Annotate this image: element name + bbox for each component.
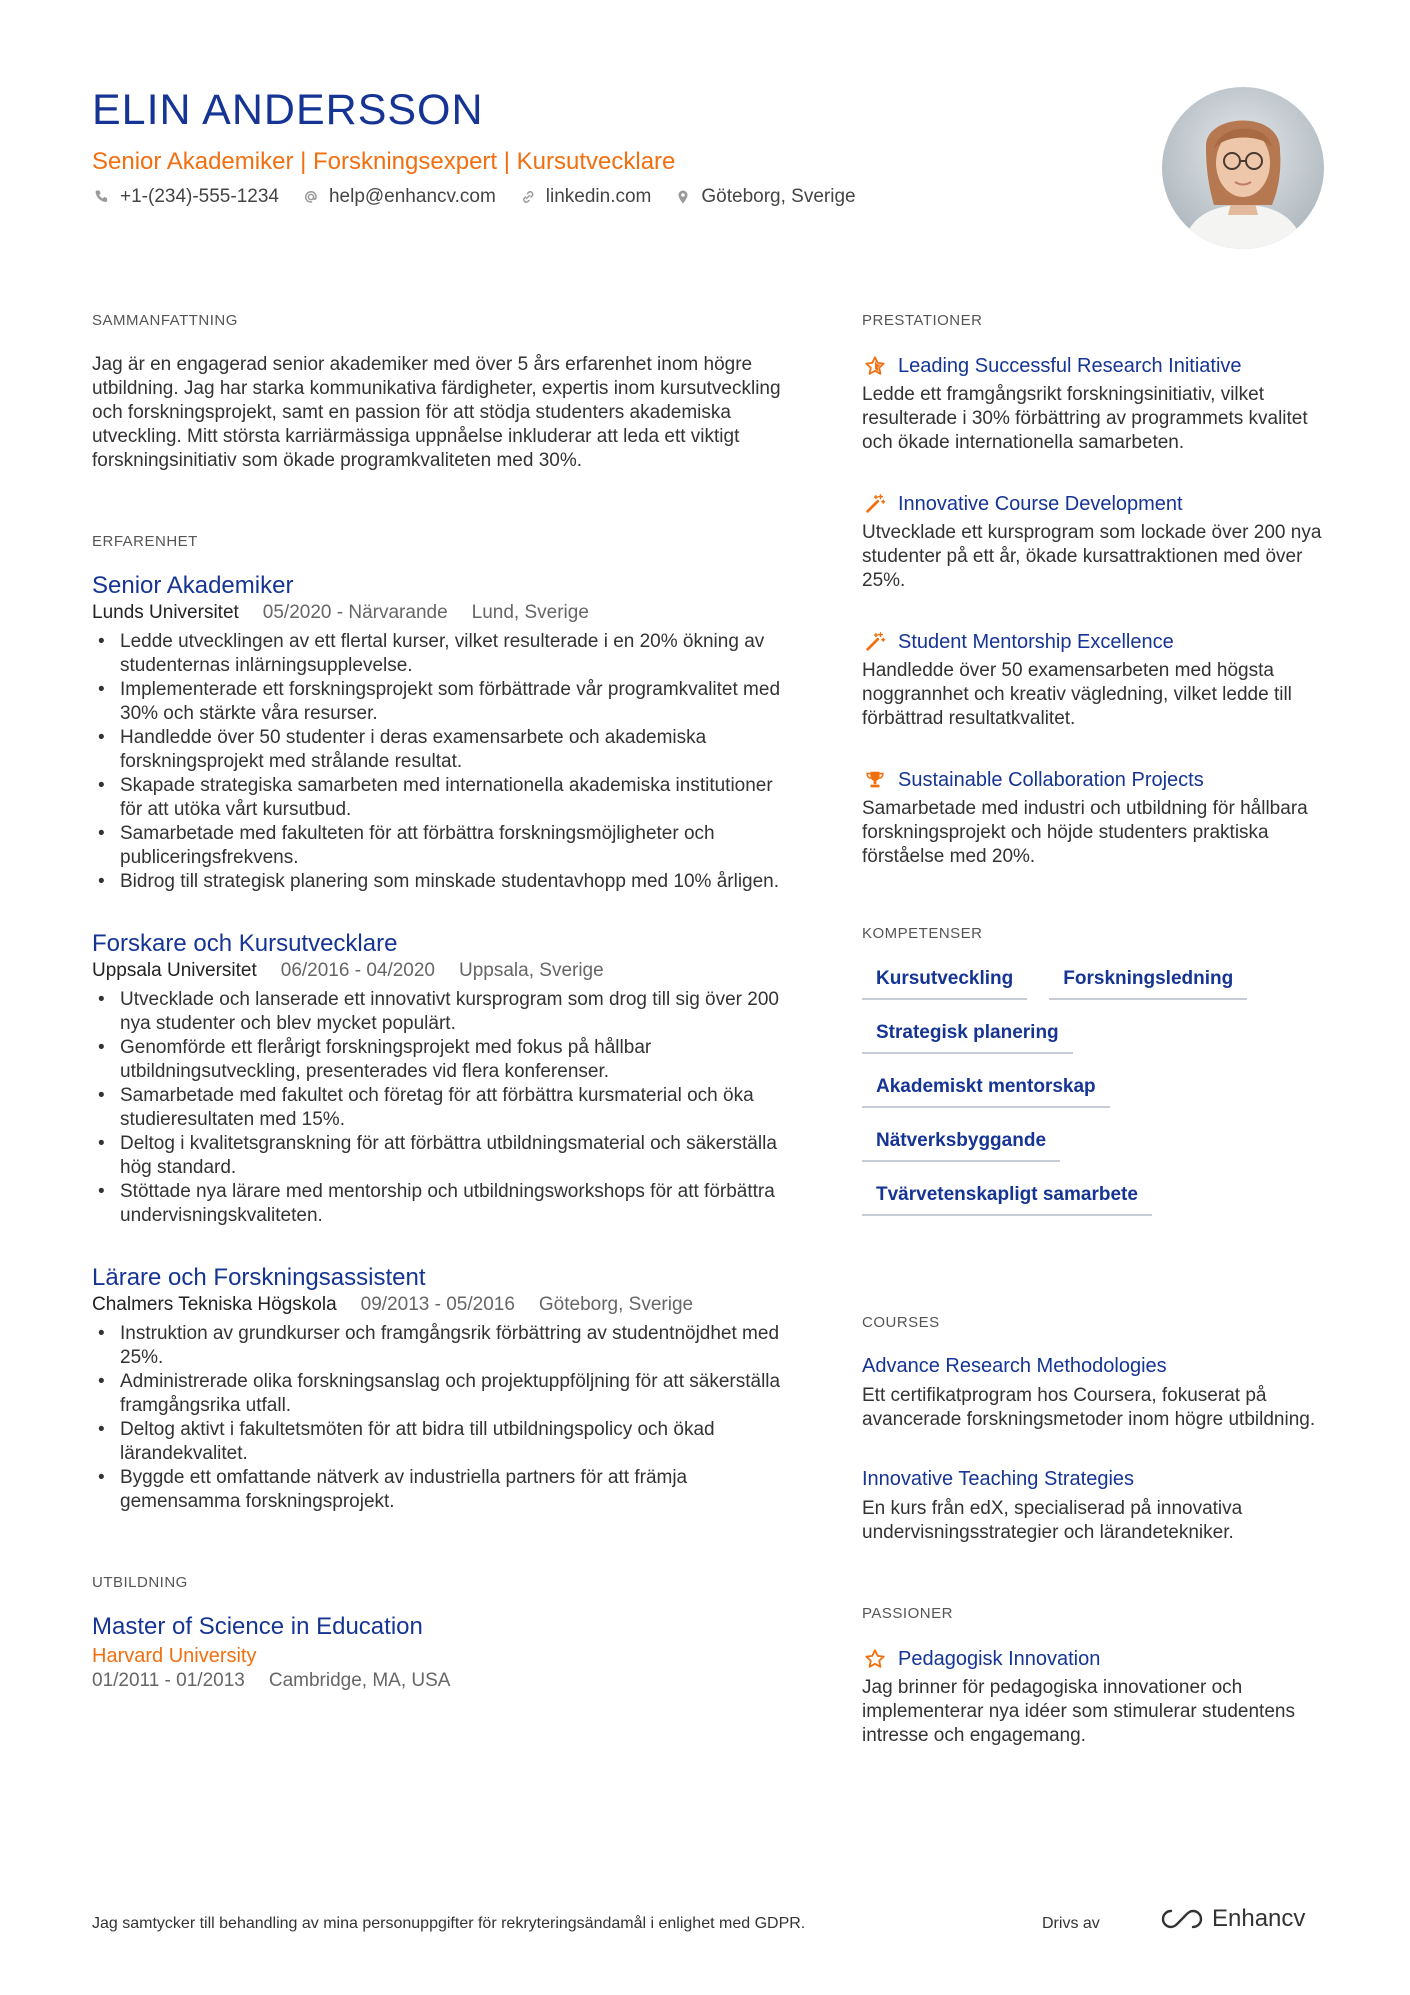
bullet-item: • Ledde utvecklingen av ett flertal kurser, vilket resulterade i en 20% ökning av studenternas inlärningsupplevelse. xyxy=(92,630,792,678)
enhancv-logo-text: Enhancv xyxy=(1212,1905,1306,1932)
skills-heading: KOMPETENSER xyxy=(862,925,983,942)
bullet-item: • Handledde över 50 studenter i deras examensarbete och akademiska forskningsprojekt med strålande resultat. xyxy=(92,726,792,774)
right-column xyxy=(862,312,1322,1748)
bullet-item: • Genomförde ett flerårigt forskningsprojekt med fokus på hållbar utbildningsutveckling, presenterades vid flera konferenser. xyxy=(92,1036,792,1084)
skill-tag: Strategisk planering xyxy=(862,1022,1073,1054)
course-item xyxy=(862,1468,1322,1545)
course-text: Ett certifikatprogram hos Coursera, fokuserat på avancerade forskningsmetoder inom högre utbildning. xyxy=(862,1385,1316,1430)
bullet-item: • Skapade strategiska samarbeten med internationella akademiska institutioner för att utöka vårt kursutbud. xyxy=(92,774,792,822)
skills-list xyxy=(862,968,1302,1238)
phone-text: +1-(234)-555-1234 xyxy=(120,186,279,207)
at-icon xyxy=(301,187,321,207)
passion-header xyxy=(862,1646,1322,1672)
achievement-text: Utvecklade ett kursprogram som lockade över 200 nya studenter på ett år, ökade kursattraktionen med över 25%. xyxy=(862,522,1322,591)
experience-section xyxy=(92,533,792,1514)
bullet-item: • Utvecklade och lanserade ett innovativt kursprogram som drog till sig över 200 nya studenter och blev mycket populärt. xyxy=(92,988,792,1036)
course-title: Advance Research Methodologies xyxy=(862,1355,1167,1377)
contact-phone xyxy=(92,186,279,208)
job-title: Forskare och Kursutvecklare xyxy=(92,930,398,957)
experience-heading: ERFARENHET xyxy=(92,533,198,550)
achievement-text: Samarbetade med industri och utbildning för hållbara forskningsprojekt och höjde studenters praktiska förståelse med 20%. xyxy=(862,798,1308,867)
job-bullets xyxy=(92,630,792,894)
contact-row xyxy=(92,186,878,208)
enhancv-logo-icon xyxy=(1160,1907,1204,1931)
achievement-header xyxy=(862,767,1322,793)
education-section xyxy=(92,1574,792,1692)
education-degree: Master of Science in Education xyxy=(92,1613,423,1640)
job-bullets xyxy=(92,988,792,1228)
bullet-item: • Implementerade ett forskningsprojekt som förbättrade vår programkvalitet med 30% och stärkte våra resurser. xyxy=(92,678,792,726)
job-title: Senior Akademiker xyxy=(92,572,294,599)
link-icon xyxy=(518,187,538,207)
education-heading: UTBILDNING xyxy=(92,1574,188,1591)
location-pin-icon xyxy=(673,187,693,207)
enhancv-logo[interactable] xyxy=(1160,1905,1305,1933)
achievement-title: Student Mentorship Excellence xyxy=(898,630,1174,653)
candidate-title: Senior Akademiker | Forskningsexpert | Kursutvecklare xyxy=(92,148,676,175)
achievement-item xyxy=(862,629,1322,731)
achievement-header xyxy=(862,353,1322,379)
bullet-item: • Samarbetade med fakultet och företag för att förbättra kursmaterial och öka studieresultaten med 15%. xyxy=(92,1084,792,1132)
course-title: Innovative Teaching Strategies xyxy=(862,1468,1135,1490)
bullet-item: • Bidrog till strategisk planering som minskade studentavhopp med 10% årligen. xyxy=(92,870,792,894)
summary-text: Jag är en engagerad senior akademiker med över 5 års erfarenhet inom högre utbildning. Jag har starka kommunikativa färdigheter, expertis inom kursutveckling och forskningsprojekt, samt en passion för att stödja studenters akademiska utveckling. Mitt största karriärmässiga uppnåelse inkluderar att leda ett viktigt forskningsinitiativ som ökade programkvaliteten med 30%. xyxy=(92,354,781,471)
achievements-heading: PRESTATIONER xyxy=(862,312,983,329)
job-company: Uppsala Universitet xyxy=(92,960,257,981)
contact-location xyxy=(673,186,855,208)
job-dates: 06/2016 - 04/2020 xyxy=(280,960,435,981)
bullet-item: • Deltog i kvalitetsgranskning för att förbättra utbildningsmaterial och säkerställa hög standard. xyxy=(92,1132,792,1180)
achievement-text: Ledde ett framgångsrikt forskningsinitiativ, vilket resulterade i 30% förbättring av programmets kvalitet och ökade internationella samarbeten. xyxy=(862,384,1308,453)
achievement-item xyxy=(862,353,1322,455)
achievements-section xyxy=(862,312,1322,869)
achievement-header xyxy=(862,629,1322,655)
course-item xyxy=(862,1355,1322,1432)
phone-icon xyxy=(92,187,112,207)
job-location: Göteborg, Sverige xyxy=(538,1294,694,1315)
job-entry xyxy=(92,1264,792,1514)
bullet-item: • Byggde ett omfattande nätverk av industriella partners för att främja gemensamma forskningsprojekt. xyxy=(92,1466,792,1514)
passion-text: Jag brinner för pedagogiska innovationer och implementerar nya idéer som stimulerar studentens intresse och engagemang. xyxy=(862,1677,1295,1746)
location-text: Göteborg, Sverige xyxy=(701,186,856,207)
passion-title: Pedagogisk Innovation xyxy=(898,1647,1101,1670)
skill-tag: Tvärvetenskapligt samarbete xyxy=(862,1184,1152,1216)
star-icon xyxy=(862,353,888,379)
job-title: Lärare och Forskningsassistent xyxy=(92,1264,426,1291)
job-meta xyxy=(92,602,792,624)
job-company: Lunds Universitet xyxy=(92,602,239,623)
bullet-item: • Stöttade nya lärare med mentorship och utbildningsworkshops för att förbättra undervisningskvaliteten. xyxy=(92,1180,792,1228)
achievement-item xyxy=(862,491,1322,593)
job-dates: 09/2013 - 05/2016 xyxy=(360,1294,515,1315)
skill-tag: Forskningsledning xyxy=(1049,968,1247,1000)
education-dates: 01/2011 - 01/2013 xyxy=(92,1670,245,1691)
linkedin-text[interactable]: linkedin.com xyxy=(545,186,652,207)
education-meta xyxy=(92,1670,792,1692)
achievement-title: Innovative Course Development xyxy=(898,492,1183,515)
courses-section xyxy=(862,1314,1322,1545)
email-text[interactable]: help@enhancv.com xyxy=(328,186,496,207)
gdpr-consent: Jag samtycker till behandling av mina personuppgifter för rekryteringsändamål i enlighet med GDPR. xyxy=(92,1915,806,1932)
achievement-title: Leading Successful Research Initiative xyxy=(898,354,1242,377)
star-outline-icon xyxy=(862,1646,888,1672)
job-company: Chalmers Tekniska Högskola xyxy=(92,1294,337,1315)
passions-heading: PASSIONER xyxy=(862,1605,953,1622)
skill-tag: Nätverksbyggande xyxy=(862,1130,1060,1162)
magic-wand-icon xyxy=(862,491,888,517)
course-text: En kurs från edX, specialiserad på innovativa undervisningsstrategier och lärandetekniker. xyxy=(862,1498,1243,1543)
job-entry xyxy=(92,572,792,894)
candidate-name: ELIN ANDERSSON xyxy=(92,86,484,134)
skills-section xyxy=(862,925,1322,1238)
achievement-header xyxy=(862,491,1322,517)
contact-email[interactable] xyxy=(301,186,496,208)
job-location: Lund, Sverige xyxy=(471,602,589,623)
achievement-title: Sustainable Collaboration Projects xyxy=(898,768,1204,791)
summary-heading: SAMMANFATTNING xyxy=(92,312,238,329)
bullet-item: • Samarbetade med fakulteten för att förbättra forskningsmöjligheter och publiceringsfrekvens. xyxy=(92,822,792,870)
skill-tag: Akademiskt mentorskap xyxy=(862,1076,1110,1108)
job-location: Uppsala, Sverige xyxy=(459,960,604,981)
education-school: Harvard University xyxy=(92,1645,257,1667)
bullet-item: • Instruktion av grundkurser och framgångsrik förbättring av studentnöjdhet med 25%. xyxy=(92,1322,792,1370)
education-location: Cambridge, MA, USA xyxy=(268,1670,451,1691)
avatar xyxy=(1162,87,1324,249)
achievement-item xyxy=(862,767,1322,869)
passions-section xyxy=(862,1605,1322,1748)
skill-tag: Kursutveckling xyxy=(862,968,1027,1000)
left-column xyxy=(92,312,792,1692)
job-meta xyxy=(92,960,792,982)
bullet-item: • Administrerade olika forskningsanslag och projektuppföljning för att säkerställa framgångsrika utfall. xyxy=(92,1370,792,1418)
powered-by-label: Drivs av xyxy=(1042,1915,1100,1932)
courses-heading: COURSES xyxy=(862,1314,940,1331)
bullet-item: • Deltog aktivt i fakultetsmöten för att bidra till utbildningspolicy och ökad lärandekvalitet. xyxy=(92,1418,792,1466)
job-meta xyxy=(92,1294,792,1316)
achievement-text: Handledde över 50 examensarbeten med högsta noggrannhet och kreativ vägledning, vilket ledde till förbättrad resultatkvalitet. xyxy=(862,660,1292,729)
job-bullets xyxy=(92,1322,792,1514)
job-dates: 05/2020 - Närvarande xyxy=(262,602,448,623)
trophy-icon xyxy=(862,767,888,793)
passion-item xyxy=(862,1646,1322,1748)
job-entry xyxy=(92,930,792,1228)
contact-linkedin[interactable] xyxy=(518,186,652,208)
summary-section xyxy=(92,312,792,473)
magic-wand-icon xyxy=(862,629,888,655)
